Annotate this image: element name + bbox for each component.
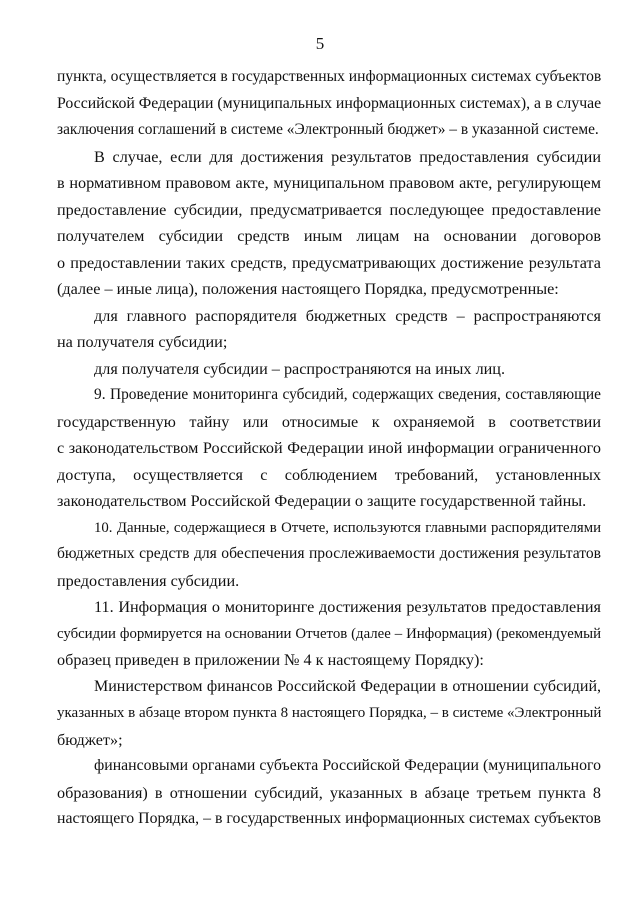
text-line: о предоставлении таких средств, предусматривающих достижение результата: [57, 253, 601, 272]
paragraph-recipient: [57, 356, 601, 383]
paragraph-financial-bodies: [57, 753, 601, 833]
text-line: (далее – иные лица), положения настоящего Порядка, предусмотренные:: [57, 280, 559, 298]
text-line: образец приведен в приложении № 4 к настоящему Порядку):: [57, 651, 484, 669]
paragraph-item-10: [57, 515, 601, 595]
text-line: бюджетных средств для обеспечения прослеживаемости достижения результатов: [57, 545, 601, 562]
paragraph-item-9: [57, 382, 601, 515]
text-line: субсидии формируется на основании Отчетов (далее – Информация) (рекомендуемый: [57, 625, 601, 642]
text-line: 10. Данные, содержащиеся в Отчете, используются главными распорядителями: [94, 519, 601, 536]
text-line: предоставления субсидии.: [57, 571, 240, 590]
text-line: Министерством финансов Российской Федерации в отношении субсидий,: [94, 677, 601, 695]
text-line: 9. Проведение мониторинга субсидий, содержащих сведения, составляющие: [94, 386, 601, 403]
text-line: на получателя субсидии;: [57, 333, 228, 351]
text-line: предоставление субсидии, предусматривается последующее предоставление: [57, 200, 601, 219]
text-line: с законодательством Российской Федерации иной информации ограниченного: [57, 439, 601, 457]
text-line: в нормативном правовом акте, муниципальном правовом акте, регулирующем: [57, 174, 601, 192]
text-line: законодательством Российской Федерации о защите государственной тайны.: [57, 492, 587, 510]
page-number: 5: [315, 34, 325, 53]
text-line: для получателя субсидии – распространяются на иных лиц.: [94, 359, 506, 378]
paragraph-continuation: [57, 64, 601, 144]
text-line: В случае, если для достижения результатов предоставления субсидии: [94, 147, 601, 166]
text-line: образования) в отношении субсидий, указанных в абзаце третьем пункта 8: [57, 783, 601, 802]
text-line: финансовыми органами субъекта Российской Федерации (муниципального: [94, 757, 601, 774]
text-line: заключения соглашений в системе «Электронный бюджет» – в указанной системе.: [57, 121, 599, 138]
paragraph-other-persons: [57, 144, 601, 303]
paragraph-ministry-of-finance: [57, 674, 601, 754]
paragraph-main-manager: [57, 303, 601, 356]
text-line: получателем субсидии средств иным лицам на основании договоров: [57, 227, 601, 245]
text-line: государственную тайну или относимые к охраняемой в соответствии: [57, 412, 601, 431]
text-line: настоящего Порядка, – в государственных информационных системах субъектов: [57, 810, 601, 827]
text-line: пункта, осуществляется в государственных информационных системах субъектов: [57, 68, 601, 85]
text-line: Российской Федерации (муниципальных информационных системах), а в случае: [57, 94, 601, 112]
text-line: бюджет»;: [57, 730, 123, 749]
text-line: указанных в абзаце втором пункта 8 настоящего Порядка, – в системе «Электронный: [57, 705, 601, 721]
text-line: 11. Информация о мониторинге достижения результатов предоставления: [94, 598, 601, 616]
text-line: для главного распорядителя бюджетных средств – распространяются: [94, 306, 601, 325]
paragraph-item-11: [57, 594, 601, 674]
text-line: доступа, осуществляется с соблюдением требований, установленных: [57, 465, 601, 484]
document-body: [57, 64, 601, 833]
